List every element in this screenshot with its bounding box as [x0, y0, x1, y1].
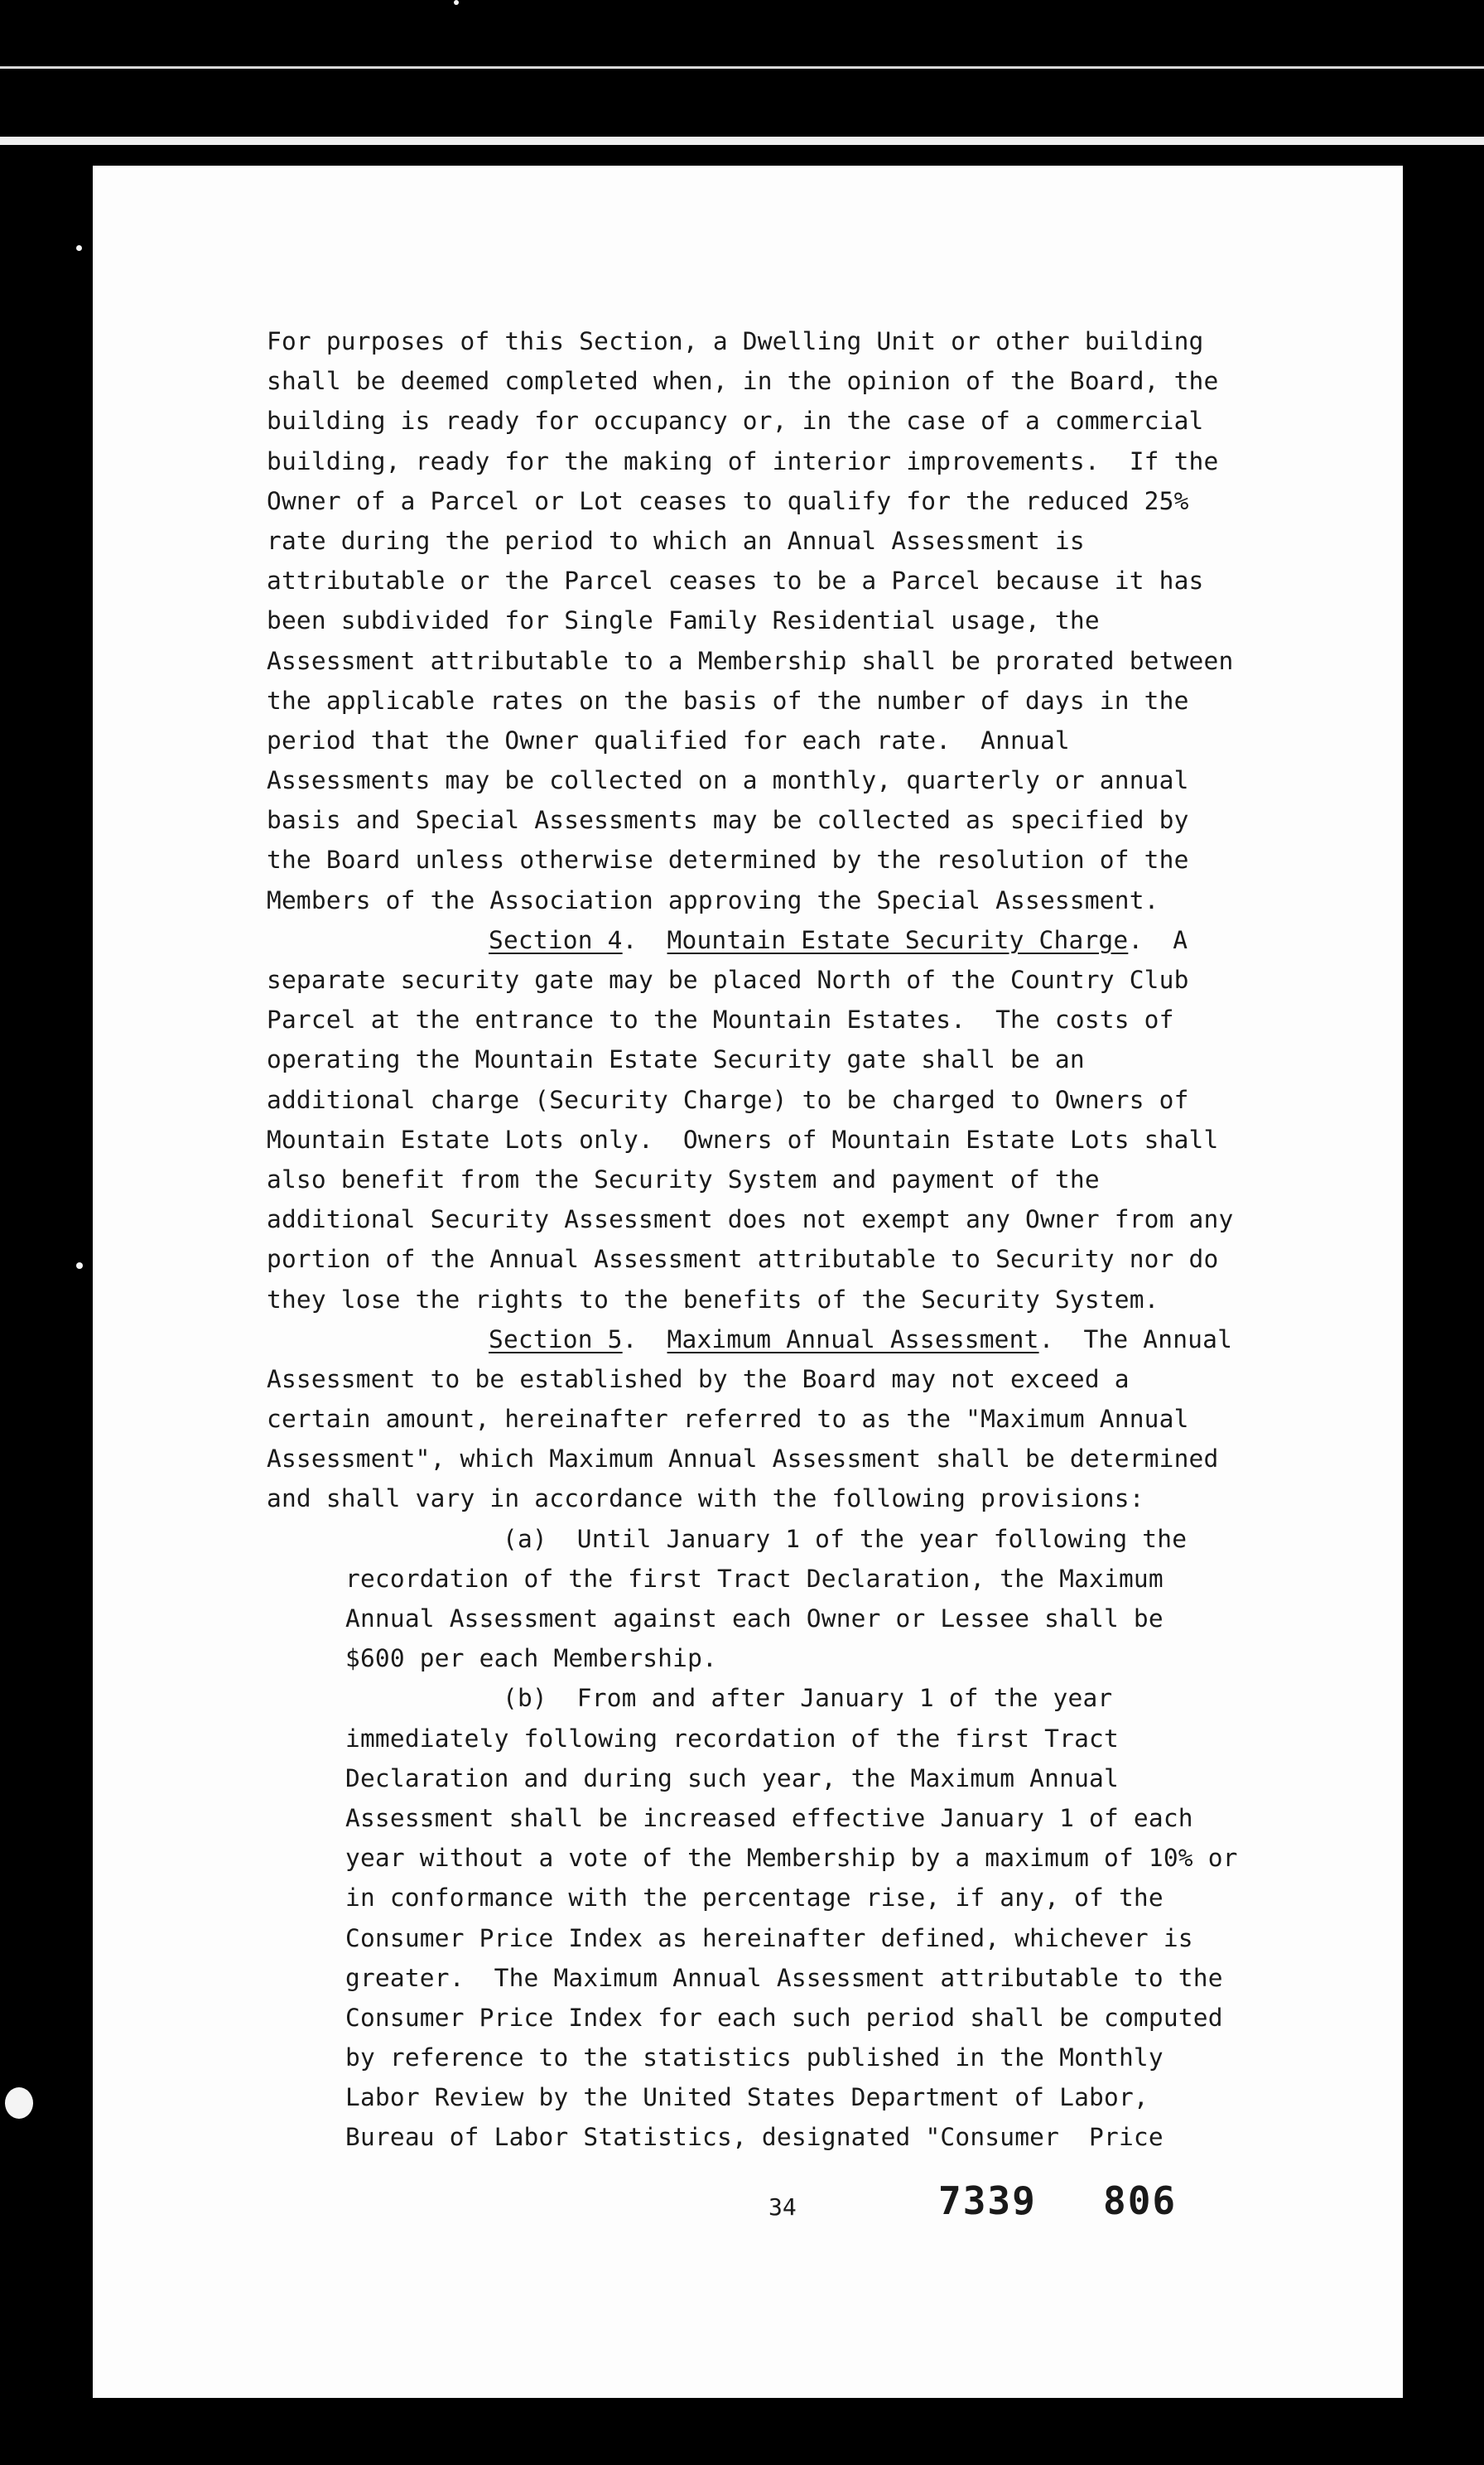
text-run: additional Security Assessment does not exempt any Owner from any [267, 1205, 1234, 1234]
text-line [267, 2038, 1376, 2077]
text-line [267, 1359, 1376, 1399]
text-run: period that the Owner qualified for each rate. Annual [267, 726, 1070, 755]
text-run: greater. The Maximum Annual Assessment attributable to the [345, 1963, 1223, 1992]
text-run: Mountain Estate Lots only. Owners of Mountain Estate Lots shall [267, 1125, 1219, 1154]
text-run: Assessment attributable to a Membership shall be prorated between [267, 646, 1234, 675]
text-run: in conformance with the percentage rise, if any, of the [345, 1884, 1164, 1913]
text-run: . [622, 925, 667, 954]
text-line [267, 681, 1376, 721]
text-run: (a) Until January 1 of the year following the [503, 1524, 1188, 1553]
text-line [267, 481, 1376, 521]
text-run: Parcel at the entrance to the Mountain Estates. The costs of [267, 1006, 1174, 1035]
text-line [267, 1638, 1376, 1678]
text-line [267, 1758, 1376, 1798]
text-run: (b) From and after January 1 of the year [503, 1684, 1113, 1713]
text-line [267, 840, 1376, 880]
text-run: the Board unless otherwise determined by the resolution of the [267, 846, 1189, 875]
text-run: Consumer Price Index as hereinafter defined, whichever is [345, 1923, 1193, 1952]
scan-border-line [0, 66, 1484, 69]
text-line [267, 1280, 1376, 1319]
section-heading: Section 4 [489, 925, 623, 954]
text-line [267, 1040, 1376, 1079]
text-line [267, 721, 1376, 760]
scan-speck [5, 2087, 33, 2119]
text-run: Assessments may be collected on a monthly, quarterly or annual [267, 766, 1189, 795]
text-line [267, 1998, 1376, 2038]
scan-speck [454, 0, 459, 5]
text-line [267, 1319, 1376, 1359]
text-line [267, 1838, 1376, 1878]
text-run: basis and Special Assessments may be collected as specified by [267, 806, 1189, 835]
text-line [267, 1399, 1376, 1439]
text-line [267, 1878, 1376, 1917]
section-heading: Section 5 [489, 1324, 623, 1353]
text-line [267, 1678, 1376, 1718]
text-line [267, 1080, 1376, 1120]
text-line [267, 641, 1376, 681]
section-heading: Maximum Annual Assessment [667, 1324, 1039, 1353]
text-run: by reference to the statistics published in the Monthly [345, 2043, 1164, 2072]
recording-stamp-page: 806 [1103, 2178, 1178, 2223]
text-run: Members of the Association approving the Special Assessment. [267, 885, 1159, 914]
text-line [267, 601, 1376, 640]
text-line [267, 1559, 1376, 1599]
text-line [267, 2077, 1376, 2117]
text-run: building, ready for the making of interior improvements. If the [267, 446, 1219, 475]
text-line [267, 1439, 1376, 1479]
page-number: 34 [768, 2193, 797, 2221]
text-run: building is ready for occupancy or, in the case of a commercial [267, 407, 1204, 436]
scan-speck [76, 1262, 83, 1269]
text-line [267, 321, 1376, 361]
text-line [267, 760, 1376, 800]
text-run: additional charge (Security Charge) to be charged to Owners of [267, 1085, 1189, 1114]
text-line [267, 1160, 1376, 1199]
text-run: and shall vary in accordance with the following provisions: [267, 1484, 1144, 1513]
text-run: attributable or the Parcel ceases to be a Parcel because it has [267, 567, 1204, 596]
text-line [267, 1798, 1376, 1838]
text-line [267, 920, 1376, 960]
text-run: Assessment shall be increased effective January 1 of each [345, 1803, 1193, 1832]
scan-border-line [0, 137, 1484, 145]
text-line [267, 2117, 1376, 2157]
text-line [267, 1239, 1376, 1279]
text-run: Owner of a Parcel or Lot ceases to qualify for the reduced 25% [267, 486, 1189, 515]
text-line [267, 1918, 1376, 1958]
text-line [267, 1519, 1376, 1559]
text-line [267, 1719, 1376, 1758]
text-run: Bureau of Labor Statistics, designated "Consumer Price [345, 2123, 1164, 2152]
text-run: year without a vote of the Membership by a maximum of 10% or [345, 1844, 1238, 1873]
text-run: portion of the Annual Assessment attributable to Security nor do [267, 1245, 1219, 1274]
text-run: also benefit from the Security System and payment of the [267, 1165, 1100, 1194]
text-run: shall be deemed completed when, in the opinion of the Board, the [267, 367, 1219, 396]
text-run: separate security gate may be placed North of the Country Club [267, 966, 1189, 994]
text-run: Assessment to be established by the Board may not exceed a [267, 1364, 1130, 1393]
text-run: they lose the rights to the benefits of the Security System. [267, 1285, 1159, 1314]
text-line [267, 880, 1376, 920]
text-run: . A [1128, 925, 1188, 954]
text-run: Declaration and during such year, the Maximum Annual [345, 1763, 1119, 1792]
text-line [267, 1120, 1376, 1160]
document-page [93, 166, 1403, 2398]
text-run: immediately following recordation of the first Tract [345, 1724, 1119, 1753]
section-heading: Mountain Estate Security Charge [667, 925, 1129, 954]
text-line [267, 361, 1376, 401]
document-body [267, 321, 1376, 2158]
text-run: For purposes of this Section, a Dwelling Unit or other building [267, 327, 1204, 355]
text-line [267, 401, 1376, 441]
recording-stamp-book: 7339 [938, 2178, 1037, 2223]
text-run: . [622, 1324, 667, 1353]
text-run: Consumer Price Index for each such period shall be computed [345, 2003, 1223, 2032]
scan-speck [76, 245, 82, 251]
text-run: been subdivided for Single Family Residential usage, the [267, 606, 1100, 635]
text-line [267, 800, 1376, 840]
text-line [267, 1958, 1376, 1998]
text-run: the applicable rates on the basis of the number of days in the [267, 686, 1189, 715]
text-run: Labor Review by the United States Department of Labor, [345, 2083, 1149, 2112]
text-run: Assessment", which Maximum Annual Assessment shall be determined [267, 1445, 1219, 1474]
text-line [267, 521, 1376, 561]
text-run: . The Annual [1038, 1324, 1233, 1353]
text-run: operating the Mountain Estate Security gate shall be an [267, 1045, 1085, 1074]
text-line [267, 1479, 1376, 1518]
text-run: recordation of the first Tract Declaration, the Maximum [345, 1564, 1164, 1593]
text-line [267, 1000, 1376, 1040]
text-line [267, 1599, 1376, 1638]
text-run: $600 per each Membership. [345, 1644, 718, 1673]
text-line [267, 1199, 1376, 1239]
text-run: rate during the period to which an Annual Assessment is [267, 526, 1085, 555]
text-line [267, 441, 1376, 481]
text-run: certain amount, hereinafter referred to as the "Maximum Annual [267, 1405, 1189, 1434]
text-line [267, 960, 1376, 1000]
text-line [267, 561, 1376, 601]
text-run: Annual Assessment against each Owner or Lessee shall be [345, 1604, 1164, 1633]
